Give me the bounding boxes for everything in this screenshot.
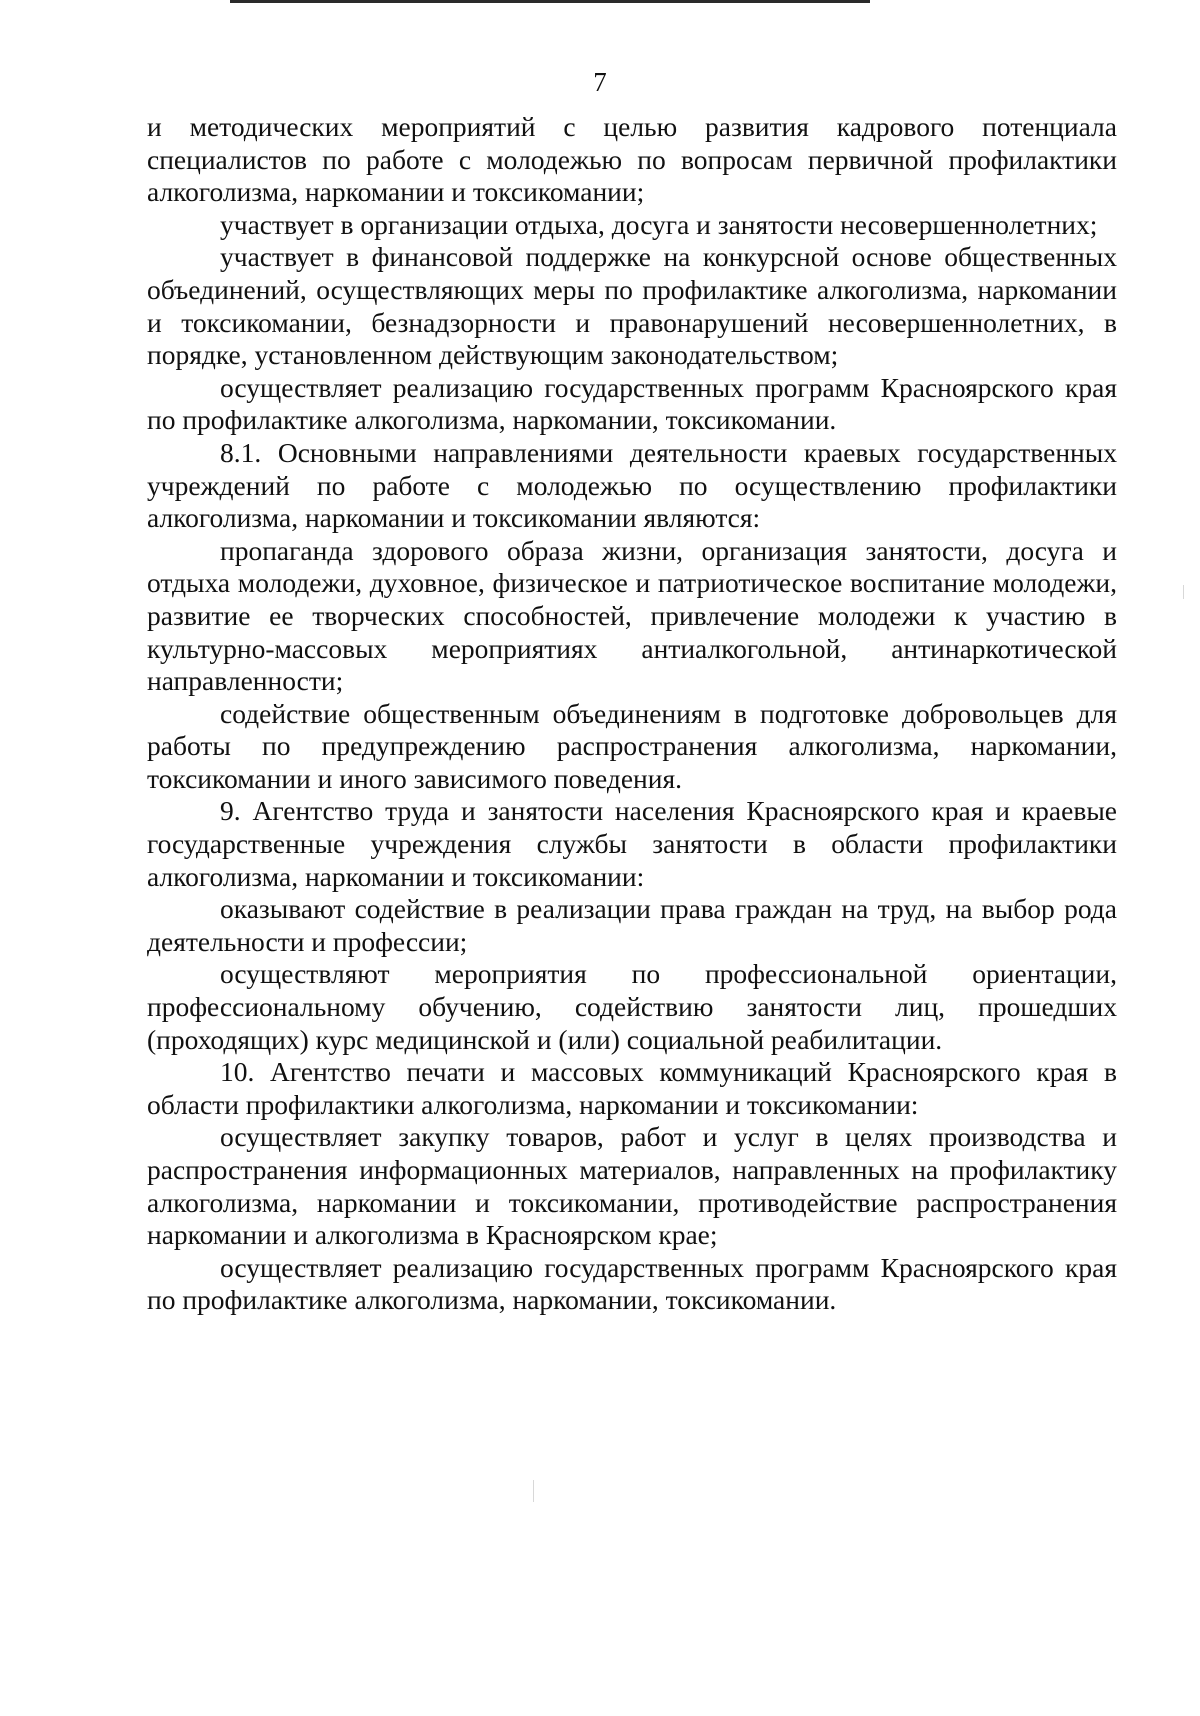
paragraph: участвует в организации отдыха, досуга и занятости несовершеннолетних;	[220, 208, 1098, 240]
paragraph: 9. Агентство труда и занятости населения Красноярского края и краевые государственные учреждения службы занятости в области профилактики алкоголизма, наркомании и токсикомании:	[147, 795, 1117, 892]
page-number: 7	[593, 67, 607, 97]
document-body	[147, 111, 1117, 1317]
paragraph: участвует в финансовой поддержке на конкурсной основе общественных объединений, осуществляющих меры по профилактике алкоголизма, наркомании и токсикомании, безнадзорности и правонарушений несовершеннолетних, в порядке, установленном действующим законодательством;	[147, 241, 1117, 371]
paragraph: оказывают содействие в реализации права граждан на труд, на выбор рода деятельности и профессии;	[147, 893, 1117, 957]
scan-artifact	[533, 1480, 534, 1502]
paragraph: содействие общественным объединениям в подготовке добровольцев для работы по предупреждению распространения алкоголизма, наркомании, токсикомании и иного зависимого поведения.	[147, 697, 1117, 794]
paragraph: 8.1. Основными направлениями деятельности краевых государственных учреждений по работе с молодежью по осуществлению профилактики алкоголизма, наркомании и токсикомании являются:	[147, 436, 1117, 534]
paragraph: осуществляет реализацию государственных программ Красноярского края по профилактике алкоголизма, наркомании, токсикомании.	[147, 371, 1117, 436]
paragraph: 10. Агентство печати и массовых коммуникаций Красноярского края в области профилактики алкоголизма, наркомании и токсикомании:	[147, 1056, 1117, 1120]
paragraph: и методических мероприятий с целью развития кадрового потенциала специалистов по работе с молодежью по вопросам первичной профилактики алкоголизма, наркомании и токсикомании;	[147, 111, 1117, 208]
paragraph: осуществляет реализацию государственных программ Красноярского края по профилактике алкоголизма, наркомании, токсикомании.	[147, 1251, 1117, 1316]
paragraph: осуществляют мероприятия по профессиональной ориентации, профессиональному обучению, содействию занятости лиц, прошедших (проходящих) курс медицинской и (или) социальной реабилитации.	[147, 958, 1117, 1055]
top-scan-border	[230, 0, 870, 3]
scan-artifact	[1183, 585, 1184, 599]
paragraph: осуществляет закупку товаров, работ и услуг в целях производства и распространения информационных материалов, направленных на профилактику алкоголизма, наркомании и токсикомании, противодействие распространения наркомании и алкоголизма в Красноярском крае;	[147, 1121, 1117, 1251]
paragraph: пропаганда здорового образа жизни, организация занятости, досуга и отдыха молодежи, духовное, физическое и патриотическое воспитание молодежи, развитие ее творческих способностей, привлечение молодежи к участию в культурно-массовых мероприятиях антиалкогольной, антинаркотической направленности;	[147, 534, 1117, 697]
